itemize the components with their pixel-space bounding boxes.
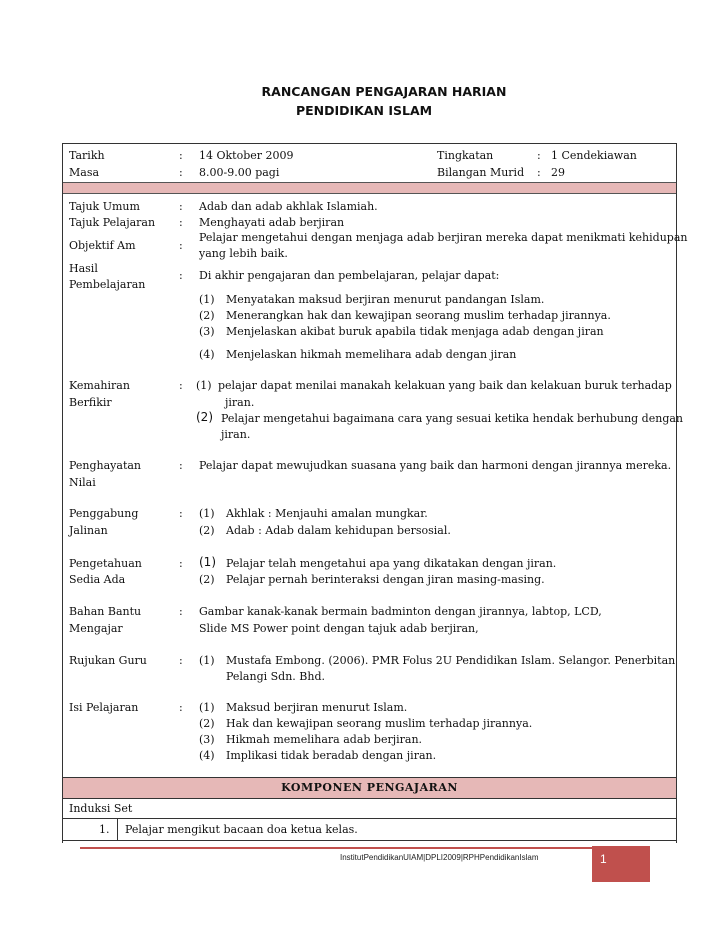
hasil-item-number: (3) (199, 325, 215, 338)
tajuk-umum-value: Adab dan adab akhlak Islamiah. (199, 200, 378, 213)
document-title: RANCANGAN PENGAJARAN HARIAN (261, 84, 507, 99)
penggabung-number: (1) (199, 507, 215, 520)
bahan-line: Slide MS Power point dengan tajuk adab berjiran, (199, 622, 479, 635)
bahan-label: Bahan Bantu (69, 605, 142, 618)
tajuk-pelajaran-label: Tajuk Pelajaran (69, 216, 156, 229)
isi-number: (3) (199, 733, 215, 746)
hasil-label-2: Pembelajaran (69, 278, 146, 291)
hasil-item: Menjelaskan hikmah memelihara adab dengan jiran (226, 348, 517, 361)
isi-item: Maksud berjiran menurut Islam. (226, 701, 408, 714)
lesson-plan-table (62, 143, 688, 843)
tarikh-label: Tarikh (69, 149, 105, 162)
penggabung-number: (2) (199, 524, 215, 537)
hasil-item-number: (4) (199, 348, 215, 361)
colon: : (179, 216, 183, 229)
colon: : (179, 701, 183, 714)
column-divider (117, 819, 118, 841)
hasil-item-number: (2) (199, 309, 215, 322)
colon: : (179, 379, 183, 392)
colon: : (179, 166, 183, 179)
kemahiran-number: (1) (196, 379, 212, 392)
colon: : (537, 166, 541, 179)
bahan-label-2: Mengajar (69, 622, 123, 635)
footer-text: InstitutPendidikanUIAM|DPLI2009|RPHPendidikanIslam (340, 853, 539, 862)
hasil-label: Hasil (69, 262, 98, 275)
bilangan-label: Bilangan Murid (437, 166, 525, 179)
isi-item: Implikasi tidak beradab dengan jiran. (226, 749, 437, 762)
tarikh-value: 14 Oktober 2009 (199, 149, 294, 162)
komponen-heading: KOMPONEN PENGAJARAN (63, 777, 676, 799)
pengetahuan-item: Pelajar telah mengetahui apa yang dikatakan dengan jiran. (226, 557, 557, 570)
kemahiran-number: (2) (196, 410, 213, 424)
colon: : (179, 507, 183, 520)
isi-number: (1) (199, 701, 215, 714)
kemahiran-text: jiran. (221, 428, 251, 441)
pengetahuan-item: Pelajar pernah berinteraksi dengan jiran masing-masing. (226, 573, 545, 586)
penggabung-item: Akhlak : Menjauhi amalan mungkar. (226, 507, 428, 520)
colon: : (179, 654, 183, 667)
penggabung-item: Adab : Adab dalam kehidupan bersosial. (226, 524, 451, 537)
tingkatan-value: 1 Cendekiawan (551, 149, 637, 162)
pengetahuan-label-2: Sedia Ada (69, 573, 126, 586)
rujukan-line: Mustafa Embong. (2006). PMR Folus 2U Pendidikan Islam. Selangor. Penerbitan (226, 654, 676, 667)
step-text: Pelajar mengikut bacaan doa ketua kelas. (125, 823, 358, 836)
hasil-intro: Di akhir pengajaran dan pembelajaran, pelajar dapat: (199, 269, 500, 282)
kemahiran-label: Kemahiran (69, 379, 130, 392)
kemahiran-text: Pelajar mengetahui bagaimana cara yang sesuai ketika hendak berhubung dengan (221, 412, 684, 425)
separator-band (63, 182, 676, 194)
objektif-label: Objektif Am (69, 239, 136, 252)
tajuk-umum-label: Tajuk Umum (69, 200, 140, 213)
pengetahuan-number: (2) (199, 573, 215, 586)
bahan-line: Gambar kanak-kanak bermain badminton dengan jirannya, labtop, LCD, (199, 605, 602, 618)
colon: : (179, 605, 183, 618)
hasil-item: Menjelaskan akibat buruk apabila tidak menjaga adab dengan jiran (226, 325, 604, 338)
masa-label: Masa (69, 166, 100, 179)
isi-number: (4) (199, 749, 215, 762)
document-subtitle: PENDIDIKAN ISLAM (295, 103, 433, 118)
penggabung-label-2: Jalinan (69, 524, 108, 537)
induksi-set-label: Induksi Set (63, 799, 676, 819)
kemahiran-text: jiran. (225, 396, 255, 409)
penggabung-label: Penggabung (69, 507, 139, 520)
isi-item: Hikmah memelihara adab berjiran. (226, 733, 423, 746)
kemahiran-text: pelajar dapat menilai manakah kelakuan yang baik dan kelakuan buruk terhadap (218, 379, 672, 392)
rujukan-label: Rujukan Guru (69, 654, 147, 667)
colon: : (179, 557, 183, 570)
masa-value: 8.00-9.00 pagi (199, 166, 280, 179)
tajuk-pelajaran-value: Menghayati adab berjiran (199, 216, 345, 229)
colon: : (179, 200, 183, 213)
pengetahuan-label: Pengetahuan (69, 557, 142, 570)
colon: : (179, 269, 183, 282)
isi-number: (2) (199, 717, 215, 730)
page-number: 1 (600, 852, 607, 866)
hasil-item: Menyatakan maksud berjiran menurut pandangan Islam. (226, 293, 545, 306)
bilangan-value: 29 (551, 166, 565, 179)
table-row (63, 819, 676, 841)
rujukan-line: Pelangi Sdn. Bhd. (226, 670, 325, 683)
colon: : (537, 149, 541, 162)
step-number: 1. (99, 823, 110, 836)
rujukan-number: (1) (199, 654, 215, 667)
penghayatan-label: Penghayatan (69, 459, 142, 472)
penghayatan-value: Pelajar dapat mewujudkan suasana yang baik dan harmoni dengan jirannya mereka. (199, 459, 672, 472)
isi-label: Isi Pelajaran (69, 701, 139, 714)
isi-item: Hak dan kewajipan seorang muslim terhadap jirannya. (226, 717, 533, 730)
tingkatan-label: Tingkatan (437, 149, 494, 162)
kemahiran-label-2: Berfikir (69, 396, 112, 409)
objektif-line1: Pelajar mengetahui dengan menjaga adab berjiran mereka dapat menikmati kehidupan (199, 231, 688, 244)
penghayatan-label-2: Nilai (69, 476, 96, 489)
colon: : (179, 149, 183, 162)
hasil-item-number: (1) (199, 293, 215, 306)
footer-divider (80, 847, 650, 849)
colon: : (179, 459, 183, 472)
objektif-line2: yang lebih baik. (199, 247, 288, 260)
pengetahuan-number: (1) (199, 555, 216, 569)
hasil-item: Menerangkan hak dan kewajipan seorang muslim terhadap jirannya. (226, 309, 611, 322)
colon: : (179, 239, 183, 252)
page-number-box (592, 846, 650, 882)
